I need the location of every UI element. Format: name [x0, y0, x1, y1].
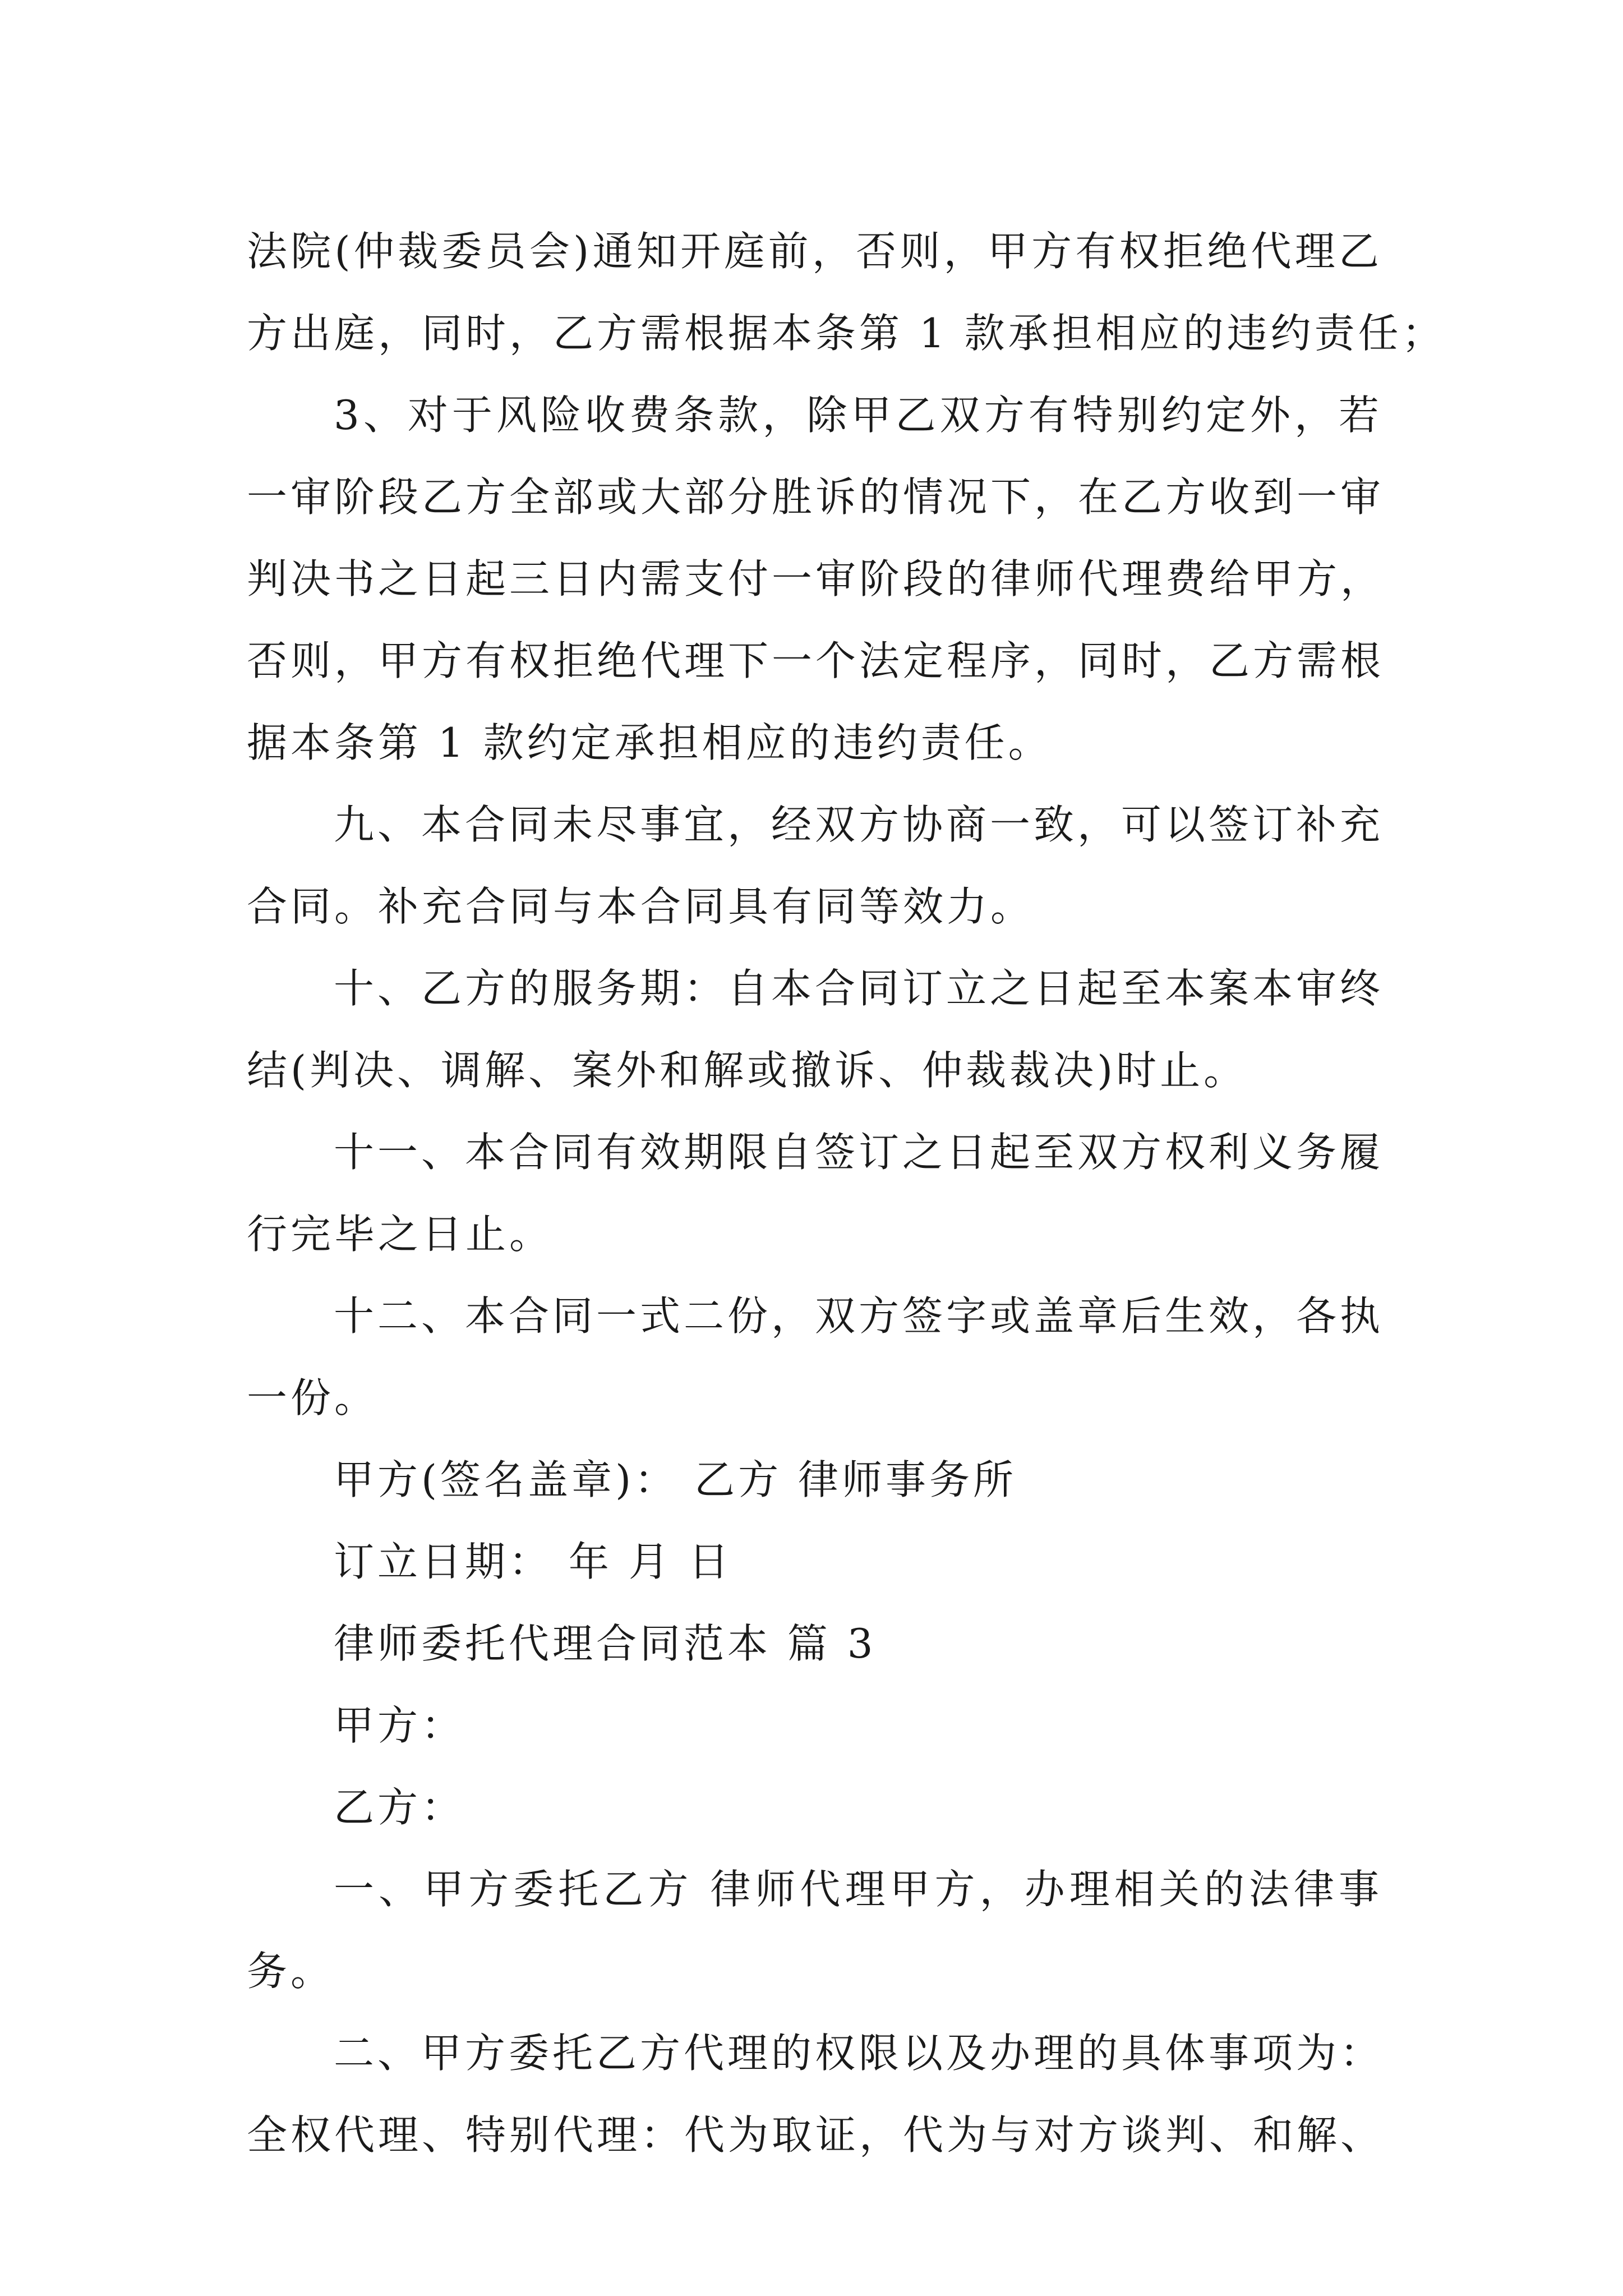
clause-eleven-line: 十一、本合同有效期限自签订之日起至双方权利义务履 — [334, 1129, 1384, 1176]
clause-one-line: 一、甲方委托乙方 律师代理甲方，办理相关的法律事 — [334, 1866, 1382, 1913]
clause-two-line: 二、甲方委托乙方代理的权限以及办理的具体事项为： — [334, 2030, 1384, 2077]
text-line: 一审阶段乙方全部或大部分胜诉的情况下，在乙方收到一审 — [247, 473, 1385, 521]
clause-twelve-line: 十二、本合同一式二份，双方签字或盖章后生效，各执 — [334, 1292, 1384, 1340]
text-line: 行完毕之日止。 — [247, 1211, 554, 1258]
party-a-label: 甲方： — [334, 1702, 465, 1749]
text-line: 据本条第 1 款约定承担相应的违约责任。 — [247, 719, 1052, 766]
text-line: 全权代理、特别代理：代为取证，代为与对方谈判、和解、 — [247, 2111, 1385, 2159]
party-b-label: 乙方： — [334, 1784, 465, 1831]
section-title: 律师委托代理合同范本 篇 3 — [334, 1620, 877, 1667]
text-line: 一份。 — [247, 1374, 379, 1421]
clause-ten-line: 十、乙方的服务期：自本合同订立之日起至本案本审终 — [334, 965, 1384, 1012]
date-line: 订立日期： 年 月 日 — [334, 1538, 732, 1585]
text-line: 法院(仲裁委员会)通知开庭前，否则，甲方有权拒绝代理乙 — [247, 228, 1382, 275]
text-line: 结(判决、调解、案外和解或撤诉、仲裁裁决)时止。 — [247, 1047, 1248, 1094]
text-line: 务。 — [247, 1948, 335, 1995]
document-body — [247, 210, 1446, 2176]
text-line: 判决书之日起三日内需支付一审阶段的律师代理费给甲方， — [247, 555, 1385, 602]
text-line: 方出庭，同时，乙方需根据本条第 1 款承担相应的违约责任； — [247, 310, 1446, 357]
text-line: 合同。补充合同与本合同具有同等效力。 — [247, 883, 1035, 930]
signature-line: 甲方(签名盖章)： 乙方 律师事务所 — [334, 1456, 1017, 1503]
text-line: 否则，甲方有权拒绝代理下一个法定程序，同时，乙方需根 — [247, 637, 1385, 684]
clause-nine-line: 九、本合同未尽事宜，经双方协商一致，可以签订补充 — [334, 801, 1384, 848]
paragraph-start-line: 3、对于风险收费条款，除甲乙双方有特别约定外，若 — [334, 392, 1382, 439]
